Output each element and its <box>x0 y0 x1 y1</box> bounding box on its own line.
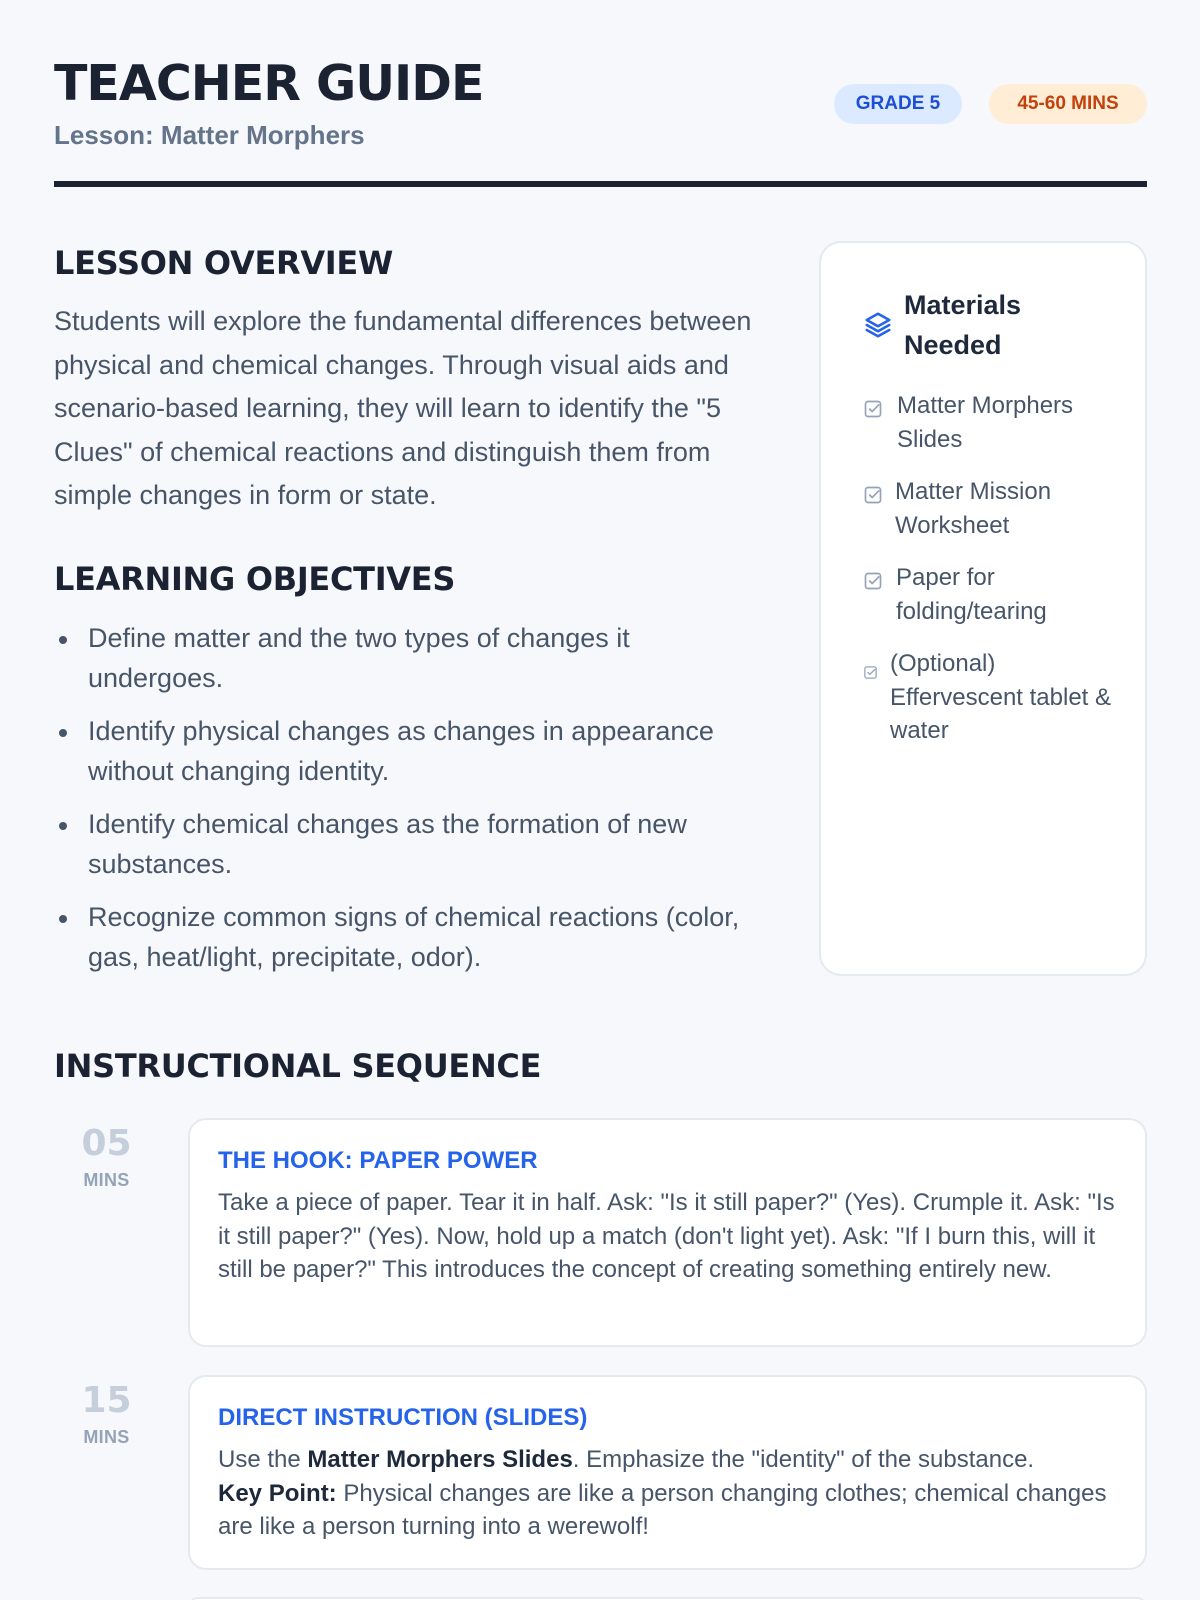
header-divider <box>54 181 1147 187</box>
step-body-text: Use the <box>218 1446 308 1473</box>
layers-icon <box>863 310 893 340</box>
material-label: Matter Mission Worksheet <box>895 478 1052 539</box>
checkbox-icon <box>863 567 883 601</box>
step-body <box>218 1443 1117 1544</box>
lesson-subtitle: Lesson: Matter Morphers <box>54 120 365 150</box>
step-minutes: 15 <box>81 1380 132 1421</box>
material-item <box>863 561 1113 628</box>
material-label: Matter Morphers Slides <box>897 392 1074 453</box>
objectives-heading: LEARNING OBJECTIVES <box>54 560 456 598</box>
material-label: (Optional) Effervescent tablet & water <box>890 650 1112 744</box>
grade-badge: GRADE 5 <box>834 84 962 124</box>
objective-item: Define matter and the two types of changes it undergoes. <box>54 618 769 698</box>
sequence-heading: INSTRUCTIONAL SEQUENCE <box>54 1047 542 1085</box>
materials-list <box>863 389 1113 767</box>
material-label: Paper for folding/tearing <box>896 564 1047 625</box>
step-card <box>188 1118 1147 1347</box>
key-point-label: Key Point: <box>218 1479 337 1507</box>
step-duration <box>54 1381 159 1448</box>
overview-text: Students will explore the fundamental differences between physical and chemical changes. Through visual aids and scenario-based learning, they will learn to identify the "5 Clues" of chemical reactions and distinguish them from simple changes in form or state. <box>54 306 752 510</box>
duration-badge: 45-60 MINS <box>989 84 1147 124</box>
checkbox-icon <box>863 656 878 690</box>
overview-heading: LESSON OVERVIEW <box>54 244 393 282</box>
objective-item: Identify chemical changes as the formation of new substances. <box>54 804 769 884</box>
step-body-text: Physical changes are like a person changing clothes; chemical changes are like a person turning into a werewolf! <box>218 1479 1107 1540</box>
checkbox-icon <box>863 481 883 515</box>
step-body-text: . Emphasize the "identity" of the substance. <box>572 1446 1035 1473</box>
teacher-guide-page <box>54 0 1147 1600</box>
material-item <box>863 647 1113 748</box>
step-minutes: 05 <box>81 1123 132 1164</box>
objective-item: Recognize common signs of chemical reactions (color, gas, heat/light, precipitate, odor). <box>54 897 769 977</box>
step-card <box>188 1375 1147 1570</box>
step-duration <box>54 1124 159 1191</box>
step-unit: MINS <box>83 1427 130 1447</box>
step-title: DIRECT INSTRUCTION (SLIDES) <box>218 1404 588 1431</box>
step-body: Take a piece of paper. Tear it in half. Ask: "Is it still paper?" (Yes). Crumple it. Ask: "Is it still paper?" (Yes). Now, hold up a match (don't light yet). Ask: "If I burn this, will it still be paper?" This introduces the concept of creating something entirely new. <box>218 1189 1115 1283</box>
objectives-list <box>54 618 769 990</box>
page-title: TEACHER GUIDE <box>54 55 484 112</box>
step-title: THE HOOK: PAPER POWER <box>218 1147 538 1174</box>
objective-item: Identify physical changes as changes in appearance without changing identity. <box>54 711 769 791</box>
step-unit: MINS <box>83 1170 130 1190</box>
slides-reference: Matter Morphers Slides <box>307 1446 573 1473</box>
material-item <box>863 475 1113 542</box>
materials-card <box>819 241 1147 976</box>
page-header <box>54 55 1147 188</box>
materials-title: Materials Needed <box>904 290 1022 360</box>
checkbox-icon <box>863 395 883 429</box>
material-item <box>863 389 1113 456</box>
